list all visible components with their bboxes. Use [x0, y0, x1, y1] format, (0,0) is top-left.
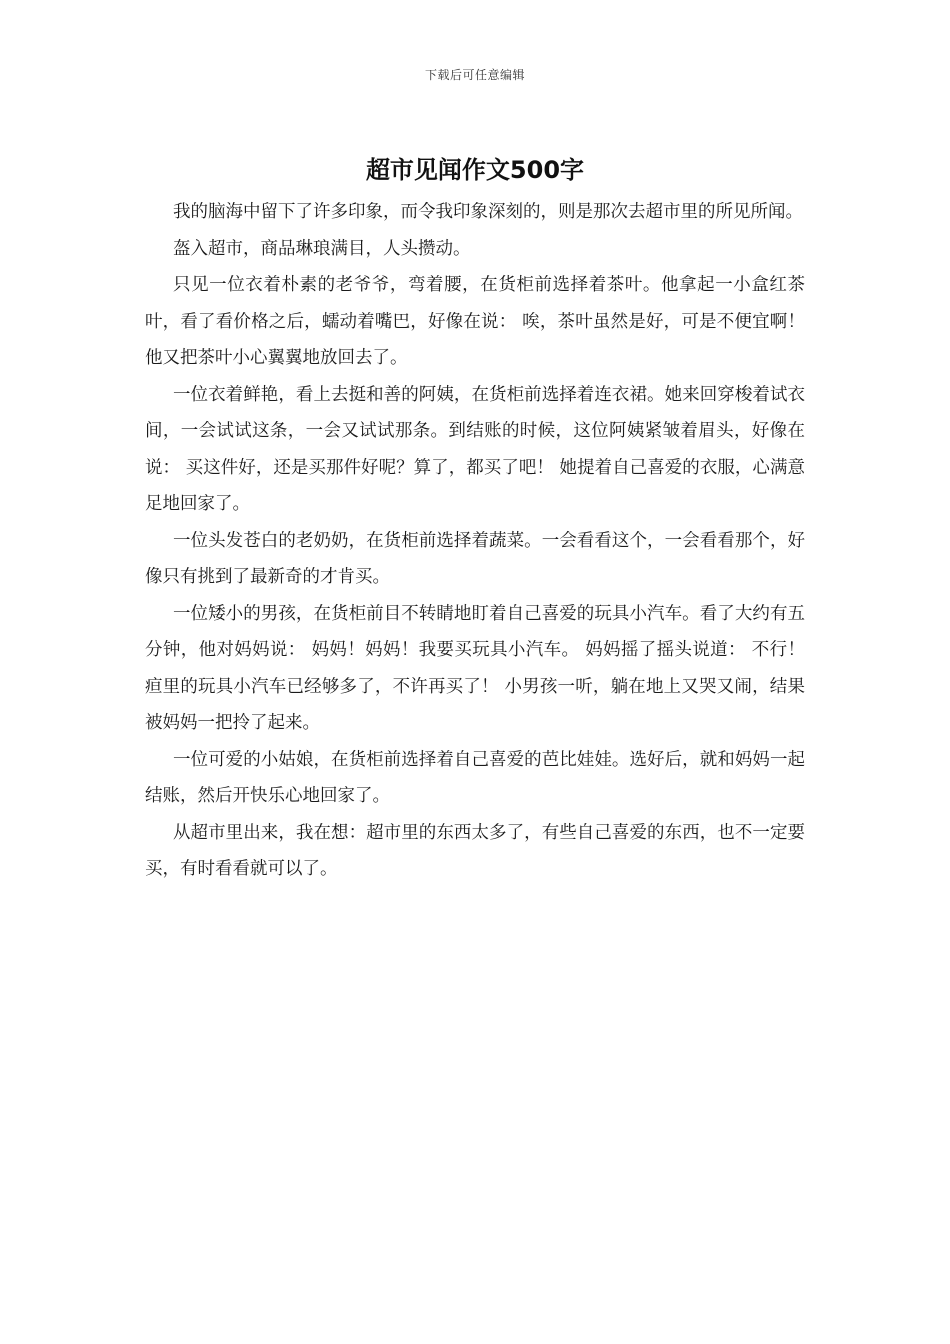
paragraph-7: 一位可爱的小姑娘，在货柜前选择着自己喜爱的芭比娃娃。选好后，就和妈妈一起结账，然后开快乐心地回家了。: [145, 749, 805, 806]
paragraph-4: 一位衣着鲜艳，看上去挺和善的阿姨，在货柜前选择着连衣裙。她来回穿梭着试衣间，一会试试这条，一会又试试那条。到结账的时候，这位阿姨紧皱着眉头，好像在说： 买这件好，还是买那件好呢？算了，都买了吧！ 她提着自己喜爱的衣服，心满意足地回家了。: [145, 384, 805, 514]
paragraph-5: 一位头发苍白的老奶奶，在货柜前选择着蔬菜。一会看看这个，一会看看那个，好像只有挑到了最新奇的才肯买。: [145, 530, 805, 587]
paragraph-3: 只见一位衣着朴素的老爷爷，弯着腰，在货柜前选择着茶叶。他拿起一小盒红茶叶，看了看价格之后，蠕动着嘴巴，好像在说： 唉，茶叶虽然是好，可是不便宜啊！ 他又把茶叶小心翼翼地放回去了。: [145, 275, 805, 368]
essay-title: 超市见闻作文500字: [365, 156, 585, 184]
paragraph-1: 我的脑海中留下了许多印象，而令我印象深刻的，则是那次去超市里的所见所闻。: [173, 202, 803, 222]
paragraph-2: 盔入超市，商品琳琅满目，人头攒动。: [173, 238, 471, 259]
essay-body: [145, 194, 805, 888]
paragraph-8: 从超市里出来，我在想：超市里的东西太多了，有些自己喜爱的东西，也不一定要买，有时看看就可以了。: [145, 822, 805, 879]
header-note: 下载后可任意编辑: [424, 68, 525, 82]
paragraph-6: 一位矮小的男孩，在货柜前目不转睛地盯着自己喜爱的玩具小汽车。看了大约有五分钟，他对妈妈说： 妈妈！妈妈！我要买玩具小汽车。 妈妈摇了摇头说道： 不行！疸里的玩具小汽车已经够多了，不许再买了！ 小男孩一听，躺在地上又哭又闹，结果被妈妈一把拎了起来。: [145, 603, 805, 733]
